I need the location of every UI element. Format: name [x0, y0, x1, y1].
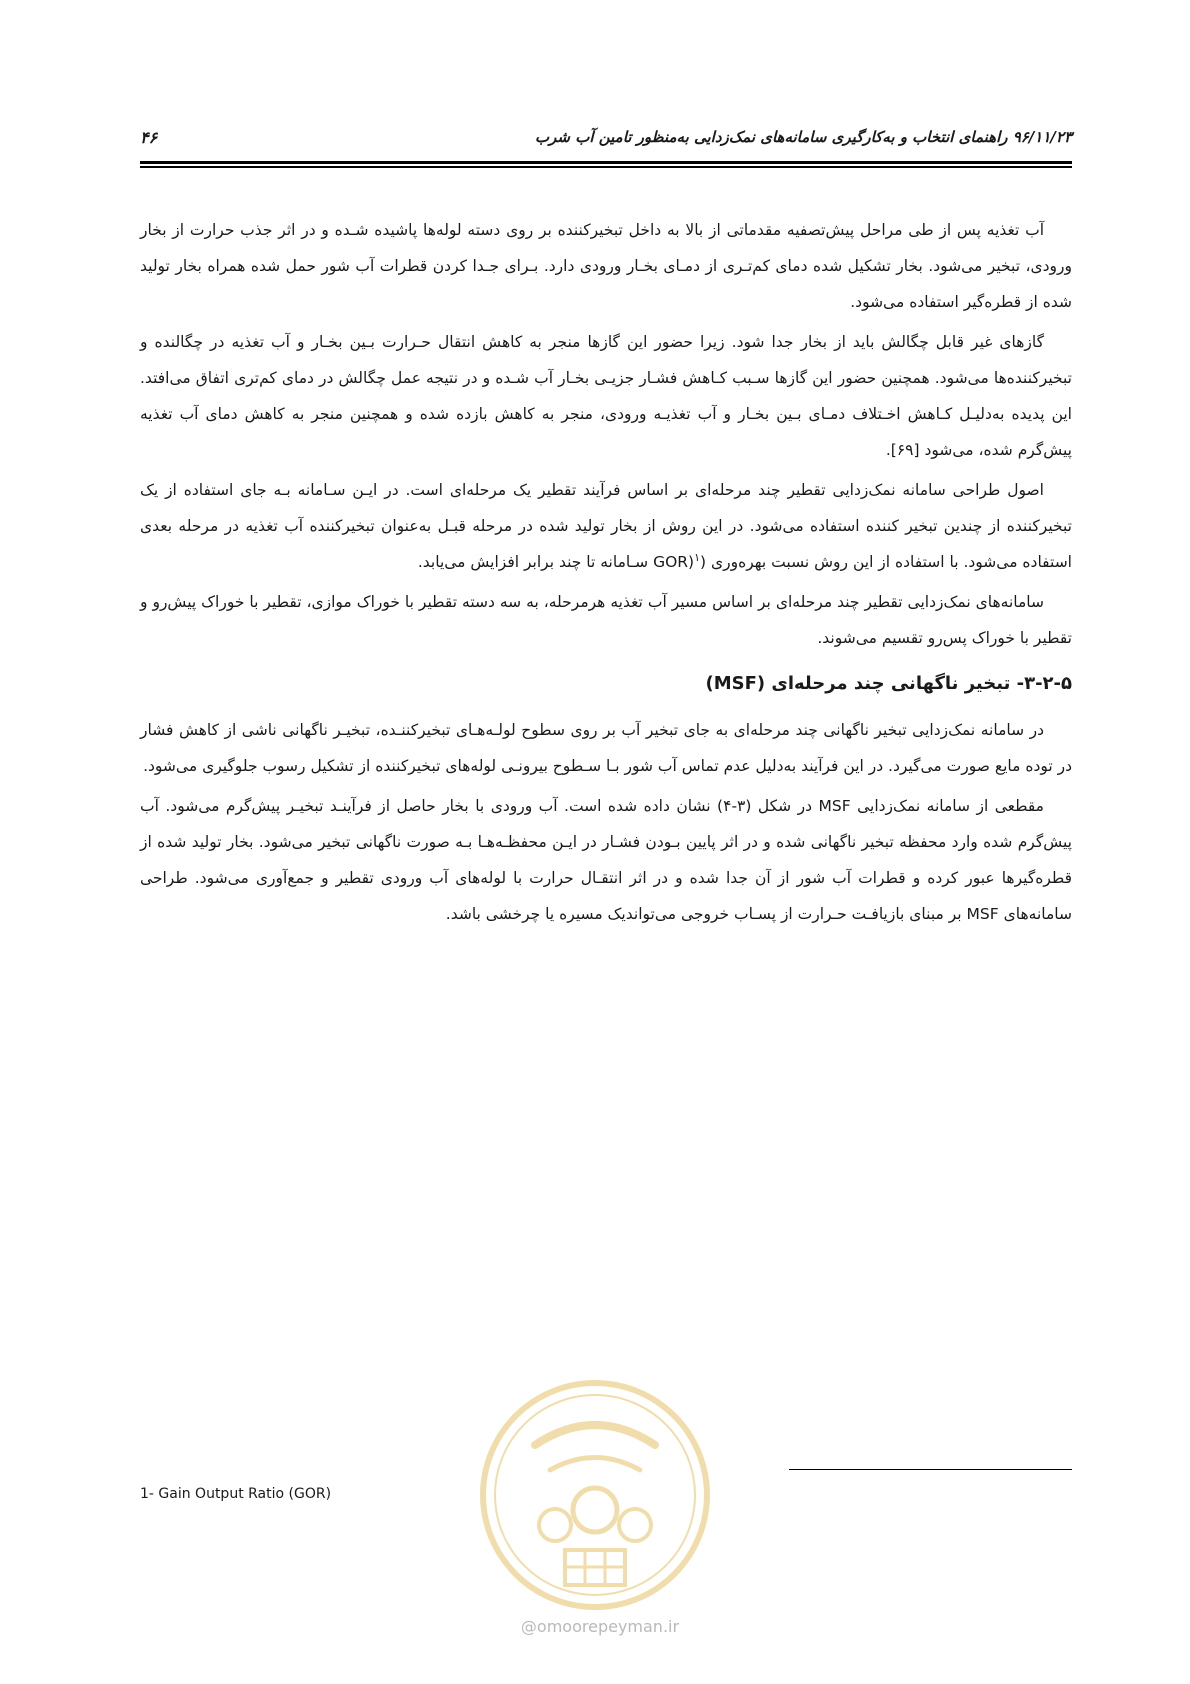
paragraph-6-b: در شکل (۳-۴) نشان داده شده است. آب ورودی با بخار حاصل از فرآینـد تبخیـر پیش‌گرم می‌شود. آب پیش‌گرم شده وارد محفظه تبخیر ناگهانی شده و در اثر پایین بـودن فشـار در ایـن محفظـه‌هـا بـه صورت ناگهانی تبخیر می‌شود. بخار تولید شده از قطره‌گیرها عبور کرده و قطرات آب شور از آن جدا شده و در اثر انتقـال حرارت با لوله‌های آب ورودی تقطیر و جمع‌آوری می‌شود. طراحی سامانه‌های [140, 797, 1072, 923]
section-number: ۳-۲-۵- [1010, 673, 1072, 694]
msf-abbr-inline-2: MSF [966, 905, 999, 923]
paragraph-6-c: بر مبنای بازیافـت حـرارت از پسـاب خروجی می‌تواندیک مسیره یا چرخشی باشد. [445, 905, 967, 923]
paragraph-3-close: ) [688, 553, 695, 571]
paragraph-5: در سامانه نمک‌زدایی تبخیر ناگهانی چند مرحله‌ای به جای تبخیر آب بر روی سطوح لولـه‌هـای تبخیرکننـده، تبخیـر ناگهانی ناشی از کاهش فشار در توده مایع صورت می‌گیرد. در این فرآیند به‌دلیل عدم تماس آب شور بـا سـطوح بیرونـی لوله‌های تبخیرکننده از تشکیل رسوب جلوگیری می‌شود. [140, 721, 1072, 775]
paragraph-4: سامانه‌های نمک‌زدایی تقطیر چند مرحله‌ای بر اساس مسیر آب تغذیه هرمرحله، به سه دسته تقطیر با خوراک موازی، تقطیر با خوراک پیش‌رو و تقطیر با خوراک پس‌رو تقسیم می‌شوند. [140, 593, 1072, 647]
section-heading [140, 666, 1072, 702]
paragraph-2: گازهای غیر قابل چگالش باید از بخار جدا شود. زیرا حضور این گازها منجر به کاهش انتقال حـرارت بـین بخـار و آب تغذیه در چگالنده و تبخیرکننده‌ها می‌شود. همچنین حضور این گازها سـبب کـاهش فشـار جزیـی بخـار آب شـده و در نتیجه عمل چگالش در دمای کم‌تری اتفاق می‌افتد. این پدیده به‌دلیـل کـاهش اخـتلاف دمـای بـین بخـار و آب تغذیـه ورودی، منجر به کاهش بازده شده و همچنین منجر به کاهش دمای آب تغذیه پیش‌گرم شده، می‌شود [۶۹]. [140, 333, 1072, 459]
paragraph-3 [140, 472, 1072, 580]
paragraph-1: آب تغذیه پس از طی مراحل پیش‌تصفیه مقدماتی از بالا به داخل تبخیرکننده بر روی دسته لوله‌ها پاشیده شـده و در اثر جذب حرارت از بخار ورودی، تبخیر می‌شود. بخار تشکیل شده دمای کم‌تـری از دمـای بخـار ورودی دارد. بـرای جـدا کردن قطرات آب شور حمل شده همراه بخار تولید شده از قطره‌گیر استفاده می‌شود. [140, 221, 1072, 311]
page-number: ۴۶ [140, 128, 158, 147]
body-text [140, 212, 1072, 936]
header-rule-thick [140, 161, 1072, 164]
paragraph-3-text: اصول طراحی سامانه نمک‌زدایی تقطیر چند مرحله‌ای بر اساس فرآیند تقطیر یک مرحله‌ای است. در ایـن سـامانه بـه جای استفاده از یک تبخیرکننده از چندین تبخیر کننده استفاده می‌شود. در این روش از بخار تولید شده در مرحله قبـل به‌عنوان تبخیرکننده آب تغذیه در مرحله بعدی استفاده می‌شود. با استفاده از این روش نسبت بهره‌وری ( [140, 481, 1072, 571]
watermark-logo [475, 1375, 715, 1615]
footnote-rule [789, 1469, 1072, 1470]
msf-abbr-inline: MSF [818, 797, 851, 815]
section-title: تبخیر ناگهانی چند مرحله‌ای ( [756, 673, 1011, 694]
gor-abbr: GOR [653, 553, 689, 571]
paragraph-3-end: سـامانه تا چند برابر افزایش می‌یابد. [417, 553, 654, 571]
section-close: ) [705, 673, 714, 694]
footnote: 1- Gain Output Ratio (GOR) [140, 1486, 332, 1502]
msf-abbr: MSF [713, 673, 757, 694]
running-title: ۹۶/۱۱/۲۳ راهنمای انتخاب و به‌کارگیری سامانه‌های نمک‌زدایی به‌منظور تامین آب شرب [535, 128, 1072, 146]
paragraph-6-a: مقطعی از سامانه نمک‌زدایی [850, 797, 1044, 815]
page-header [140, 128, 1072, 152]
header-rule-thin [140, 166, 1072, 168]
watermark-url: @omoorepeyman.ir [520, 1617, 680, 1636]
footnote-mark: ۱ [694, 550, 701, 564]
paragraph-6 [140, 788, 1072, 932]
